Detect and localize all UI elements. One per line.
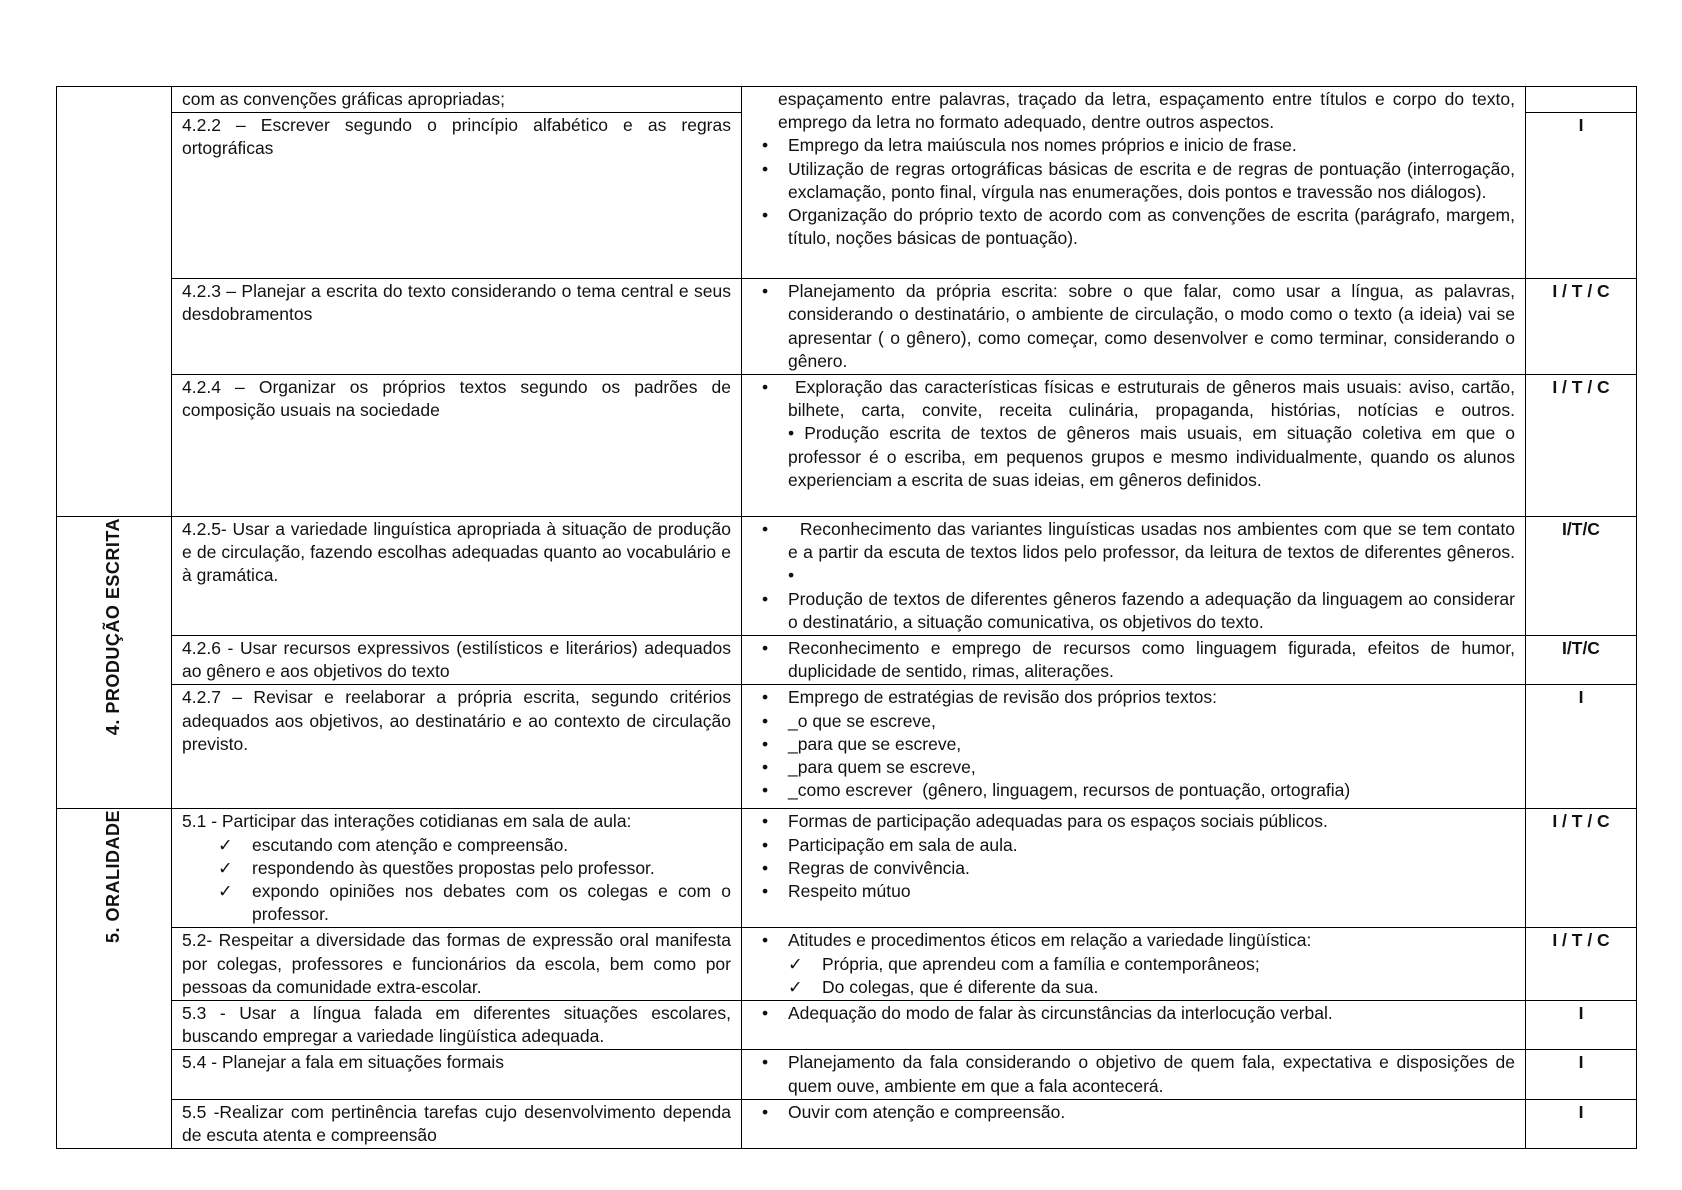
objective-cell: 4.2.3 – Planejar a escrita do texto considerando o tema central e seus desdobramentos <box>172 279 742 375</box>
section-label-oralidade: 5. ORALIDADE <box>57 809 172 1149</box>
bullet-icon: • <box>762 881 769 902</box>
check-item: ✓ Do colegas, que é diferente da sua. <box>788 976 1515 999</box>
list-item: • _para quem se escreve, <box>752 756 1515 779</box>
list-item: • Reconhecimento das variantes linguísticas usadas nos ambientes com que se tem contato e a partir da escuta de textos lidos pelo professor, da leitura de textos de diferentes gêneros. • <box>762 519 1584 586</box>
code-cell: I <box>1526 685 1637 809</box>
bullet-icon: • <box>762 519 769 540</box>
content-list <box>752 810 1515 903</box>
list-item: • Adequação do modo de falar às circunstâncias da interlocução verbal. <box>752 1002 1515 1025</box>
content-cell <box>742 1001 1526 1050</box>
list-item: • Ouvir com atenção e compreensão. <box>752 1101 1515 1124</box>
code-cell: I <box>1526 1001 1637 1050</box>
objective-cell: com as convenções gráficas apropriadas; <box>172 87 742 113</box>
list-item: • Regras de convivência. <box>752 857 1515 880</box>
content-cell <box>742 636 1526 685</box>
list-item: • _o que se escreve, <box>752 710 1515 733</box>
code-cell <box>1526 87 1637 113</box>
list-item: • Utilização de regras ortográficas básicas de escrita e de regras de pontuação (interrogação, exclamação, ponto final, vírgula nas enumerações, dois pontos e travessão nos diálogos). <box>762 158 1515 202</box>
list-item: • Reconhecimento e emprego de recursos como linguagem figurada, efeitos de humor, duplicidade de sentido, rimas, aliterações. <box>762 638 1515 682</box>
list-item: • Emprego de estratégias de revisão dos próprios textos: <box>752 686 1515 709</box>
content-list <box>752 280 1515 373</box>
table-row <box>57 375 1637 517</box>
section-label-producao-escrita: 4. PRODUÇÃO ESCRITA <box>57 517 172 809</box>
content-cell <box>742 1099 1526 1148</box>
code-cell: I/T/C <box>1526 517 1637 636</box>
list-item: • Atitudes e procedimentos éticos em relação a variedade lingüística: <box>752 929 1515 952</box>
bullet-icon: • <box>762 1003 769 1024</box>
content-cell <box>742 928 1526 1001</box>
bullet-icon: • <box>762 834 769 855</box>
check-item: ✓ respondendo às questões propostas pelo professor. <box>218 857 731 880</box>
list-item: • Respeito mútuo <box>752 880 1515 903</box>
content-cell <box>742 685 1526 809</box>
bullet-icon: • <box>762 1052 769 1073</box>
objective-cell: 4.2.4 – Organizar os próprios textos segundo os padrões de composição usuais na sociedade <box>172 375 742 517</box>
table-row <box>57 1099 1637 1148</box>
content-list <box>752 1051 1515 1097</box>
objective-cell: 5.4 - Planejar a fala em situações formais <box>172 1050 742 1099</box>
content-list <box>752 637 1515 683</box>
table-row <box>57 809 1637 928</box>
code-cell: I/T/C <box>1526 636 1637 685</box>
code-cell: I <box>1526 113 1637 279</box>
list-item: • Planejamento da fala considerando o objetivo de quem fala, expectativa e disposições de quem ouve, ambiente em que a fala acontecerá. <box>762 1052 1515 1096</box>
content-list <box>752 686 1515 802</box>
objective-cell: 4.2.5- Usar a variedade linguística apropriada à situação de produção e de circulação, fazendo escolhas adequadas quanto ao vocabulário e à gramática. <box>172 517 742 636</box>
bullet-icon: • <box>762 135 769 156</box>
table-row <box>57 685 1637 809</box>
content-cell <box>742 809 1526 928</box>
code-cell: I <box>1526 1050 1637 1099</box>
table-row <box>57 517 1637 636</box>
content-list <box>752 1101 1515 1124</box>
curriculum-table <box>56 86 1637 1149</box>
code-cell: I / T / C <box>1526 375 1637 517</box>
content-continuation: espaçamento entre palavras, traçado da letra, espaçamento entre títulos e corpo do texto, emprego da letra no formato adequado, dentre outros aspectos. <box>778 89 1515 133</box>
bullet-icon: • <box>762 733 769 754</box>
list-item: • _como escrever (gênero, linguagem, recursos de pontuação, ortografia) <box>752 779 1515 802</box>
list-item: • _para que se escreve, <box>752 733 1515 756</box>
bullet-icon: • <box>762 1101 769 1122</box>
check-item: ✓ Própria, que aprendeu com a família e contemporâneos; <box>788 953 1515 976</box>
bullet-icon: • <box>762 811 769 832</box>
list-item: • Exploração das características físicas e estruturais de gêneros mais usuais: aviso, cartão, bilhete, carta, convite, receita culinária, propaganda, histórias, notícias e outros. • Produção escrita de textos de gêneros mais usuais, em situação coletiva em que o professor é o escriba, em pequenos grupos e mesmo individualmente, quando os alunos experienciam a escrita de suas ideias, em gêneros definidos. <box>762 377 1632 490</box>
code-cell: I / T / C <box>1526 279 1637 375</box>
code-cell: I <box>1526 1099 1637 1148</box>
list-item: • Emprego da letra maiúscula nos nomes próprios e inicio de frase. <box>752 134 1515 157</box>
checklist <box>752 953 1515 999</box>
bullet-icon: • <box>762 638 769 659</box>
list-item: • Produção de textos de diferentes gêneros fazendo a adequação da linguagem ao considerar o destinatário, a situação comunicativa, os objetivos do texto. <box>762 588 1515 632</box>
check-item: ✓ expondo opiniões nos debates com os colegas e com o professor. <box>218 881 731 925</box>
list-item: • Participação em sala de aula. <box>752 834 1515 857</box>
code-cell: I / T / C <box>1526 809 1637 928</box>
bullet-icon: • <box>762 158 769 179</box>
bullet-icon: • <box>762 780 769 801</box>
list-item: • Planejamento da própria escrita: sobre o que falar, como usar a língua, as palavras, considerando o destinatário, o ambiente de circulação, o modo como o texto (a ideia) vai se apresentar ( o gênero), como começar, como desenvolver e como terminar, considerando o gênero. <box>762 281 1515 371</box>
objective-cell: 4.2.6 - Usar recursos expressivos (estilísticos e literários) adequados ao gênero e aos objetivos do texto <box>172 636 742 685</box>
bullet-icon: • <box>762 588 769 609</box>
content-cell <box>742 87 1526 279</box>
bullet-icon: • <box>762 281 769 302</box>
check-item: ✓ escutando com atenção e compreensão. <box>218 834 731 857</box>
objective-cell: 4.2.2 – Escrever segundo o princípio alfabético e as regras ortográficas <box>172 113 742 279</box>
section-cell-continuation <box>57 87 172 517</box>
bullet-icon: • <box>762 205 769 226</box>
check-icon: ✓ <box>218 834 233 855</box>
content-cell <box>742 1050 1526 1099</box>
table-row <box>57 636 1637 685</box>
code-cell: I / T / C <box>1526 928 1637 1001</box>
table-row <box>57 279 1637 375</box>
list-item: • Organização do próprio texto de acordo com as convenções de escrita (parágrafo, margem, título, noções básicas de pontuação). <box>762 205 1515 249</box>
bullet-icon: • <box>762 377 769 398</box>
bullet-icon: • <box>762 857 769 878</box>
checklist <box>182 834 731 927</box>
objective-cell: 5.1 - Participar das interações cotidianas em sala de aula: ✓ escutando com atenção e compreensão. ✓ respondendo às questões propostas pelo professor. ✓ expondo opiniões nos debates com os colegas e com o professor. <box>172 809 742 928</box>
content-list <box>752 134 1515 250</box>
bullet-icon: • <box>762 710 769 731</box>
objective-cell: 5.2- Respeitar a diversidade das formas de expressão oral manifesta por colegas, professores e funcionários da escola, bem como por pessoas da comunidade extra-escolar. <box>172 928 742 1001</box>
bullet-icon: • <box>762 930 769 951</box>
content-cell <box>742 279 1526 375</box>
check-icon: ✓ <box>218 857 233 878</box>
table-row <box>57 87 1637 113</box>
list-item: • Formas de participação adequadas para os espaços sociais públicos. <box>752 810 1515 833</box>
check-icon: ✓ <box>218 881 233 902</box>
objective-cell: 5.5 -Realizar com pertinência tarefas cujo desenvolvimento dependa de escuta atenta e compreensão <box>172 1099 742 1148</box>
content-list <box>752 929 1515 952</box>
content-list <box>752 1002 1515 1025</box>
check-icon: ✓ <box>788 976 803 997</box>
table-row <box>57 1050 1637 1099</box>
table-row <box>57 1001 1637 1050</box>
objective-cell: 5.3 - Usar a língua falada em diferentes situações escolares, buscando empregar a variedade lingüística adequada. <box>172 1001 742 1050</box>
bullet-icon: • <box>762 687 769 708</box>
check-icon: ✓ <box>788 953 803 974</box>
bullet-icon: • <box>762 757 769 778</box>
objective-cell: 4.2.7 – Revisar e reelaborar a própria escrita, segundo critérios adequados aos objetivos, ao destinatário e ao contexto de circulação previsto. <box>172 685 742 809</box>
table-row <box>57 928 1637 1001</box>
